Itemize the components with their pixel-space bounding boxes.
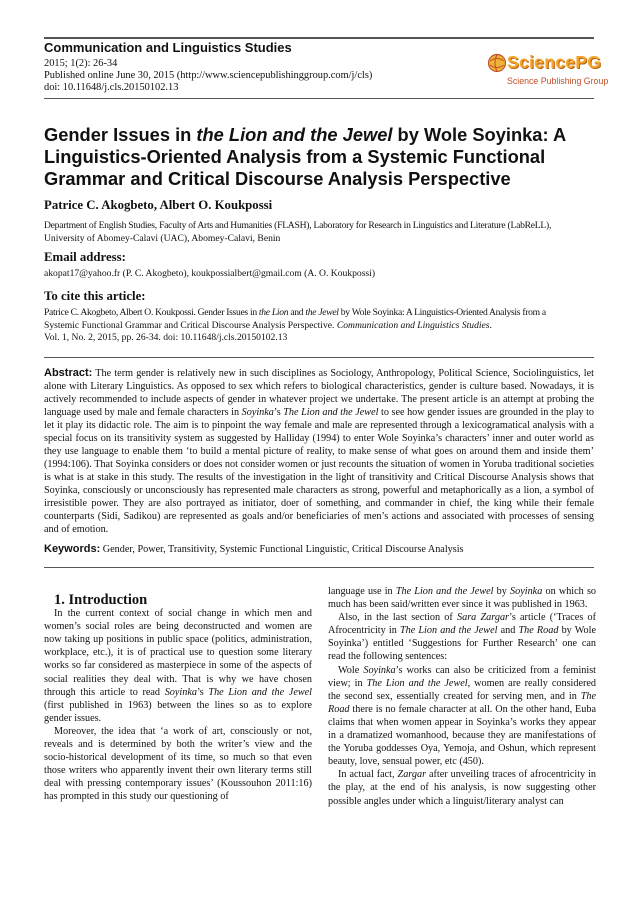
paragraph: language use in The Lion and the Jewel by Soyinka on which so much has been said/written ever since it was published in 1963. [328, 586, 596, 611]
doi-info: doi: 10.11648/j.cls.20150102.13 [44, 82, 179, 93]
journal-name: Communication and Linguistics Studies [44, 40, 292, 55]
paragraph: Moreover, the idea that ‘a work of art, consciously or not, reveals and is determined by both the writer’s view and the socio-historical development of its time, so much so that even those writers who apparently invent their own literary terms still deal with pressing contemporary issues’ (Koussouhon 2011:16) has prompted in this study our questioning of [44, 725, 312, 803]
affiliation: Department of English Studies, Faculty of Arts and Humanities (FLASH), Laboratory for Research in Linguistics and Literature (LabReLL), University of Abomey-Calavi (UAC), Abomey-Calavi, Benin [44, 220, 552, 244]
paragraph: In the current context of social change in which men and women’s social roles are being deconstructed and women are now taking up positions in public space (politics, administration, workplace, etc.), it is of practical use to question some literary works so far considered as masterpiece in some of the aspects of social realities they deal with. That is why we have chosen through this article to read Soyinka’s The Lion and the Jewel (first published in 1963) between the lines so as to explore gender issues. [44, 608, 312, 724]
logo-text: SciencePG [507, 52, 602, 72]
paragraph: Also, in the last section of Sara Zargar’s article (‘Traces of Afrocentricity in The Lion and the Jewel and The Road by Wole Soyinka’) entitled ‘Suggestions for Further Research’ one can read the following sentences: [328, 612, 597, 663]
article-title: Gender Issues in the Lion and the Jewel by Wole Soyinka: A Linguistics-Oriented Analysis from a Systemic Functional Grammar and Critical Discourse Analysis Perspective [44, 124, 567, 189]
citation: Patrice C. Akogbeto, Albert O. Koukpossi. Gender Issues in the Lion and the Jewel by Wole Soyinka: A Linguistics-Oriented Analysis from a Systemic Functional Grammar and Critical Discourse Analysis Perspective. Communication and Linguistics Studies. Vol. 1, No. 2, 2015, pp. 26-34. doi: 10.11648/j.cls.20150102.13 [44, 307, 546, 344]
paragraph: In actual fact, Zargar after unveiling traces of afrocentricity in the play, at the end of his analysis, is now suggesting other possible angles under which a linguist/literary analyst can [328, 769, 597, 807]
email-heading: Email address: [44, 250, 126, 264]
section-heading-introduction: 1. Introduction [54, 592, 148, 608]
keywords-rule [44, 567, 594, 568]
globe-icon [487, 52, 507, 74]
abstract-top-rule [44, 357, 594, 358]
keywords: Keywords: Gender, Power, Transitivity, Systemic Functional Linguistic, Critical Discourse Analysis [44, 543, 464, 555]
cite-heading: To cite this article: [44, 289, 146, 303]
top-rule [44, 37, 594, 39]
abstract: Abstract: The term gender is relatively new in such disciplines as Sociology, Anthropology, Political Science, Sociolinguistics, let alone with Literary Linguistics. As opposed to sex which refers to biological characteristics, gender is culture based. Nowadays, it is actively recommended to include aspects of gender in whatever project we undertake. The present article is an attempt at probing the language used by male and female characters in Soyinka’s The Lion and the Jewel to see how gender issues are grounded in the play to let it play its didactic role. The aim is to pinpoint the way female and male are represented through a lexicogramatical analysis with a special focus on its transitivity system as suggested by Halliday (1994) to enter Wole Soyinka’s characters’ inner and outer world as they use language to enable them ‘to build a mental picture of reality, to make sense of what goes on around them and inside them’ (1994:106). That Soyinka considers or does not consider women or just recounts the situation of women in Yoruba traditional societies is what is at stake in this study. The results of the investigation in the light of transitivity and Critical Discourse Analysis shows that Soyinka, consciously or unconsciously has represented male characters as strong, powerful and metaphorically as a lion, a symbol of irresistible power. They are also portrayed as initiator, doer of something, and commander in chief, the king while their female counterparts (Sidi, Sadikou) are represented as goals and/or beneficiaries of men’s actions and associated with processes of sensing and of emotion. [44, 367, 595, 535]
email-addresses: akopat17@yahoo.fr (P. C. Akogbeto), koukpossialbert@gmail.com (A. O. Koukpossi) [44, 268, 376, 279]
published-info: Published online June 30, 2015 (http://www.sciencepublishinggroup.com/j/cls) [44, 70, 373, 81]
volume-info: 2015; 1(2): 26-34 [44, 58, 118, 69]
logo-subtitle: Science Publishing Group [507, 76, 609, 86]
sciencepg-logo [487, 49, 609, 97]
column-right [328, 585, 596, 808]
keywords-label: Keywords: [44, 543, 101, 555]
abstract-label: Abstract: [44, 367, 93, 379]
authors: Patrice C. Akogbeto, Albert O. Koukpossi [44, 198, 273, 212]
column-left [44, 585, 312, 804]
header-rule [44, 98, 594, 99]
block-quote: Wole Soyinka’s works can also be criticized from a feminist view; in The Lion and the Jewel, women are really considered the second sex, essentially created for serving men, and in The Road there is no female character at all. On the other hand, Euba claims that when women appear in Soyinka’s works they appear in a dramatized womanhood, because they are manifestations of the Yoruba goddesses Oya, Yemoja, and Oshun, which represent beauty, love, sensual power, etc (450). [328, 664, 596, 768]
